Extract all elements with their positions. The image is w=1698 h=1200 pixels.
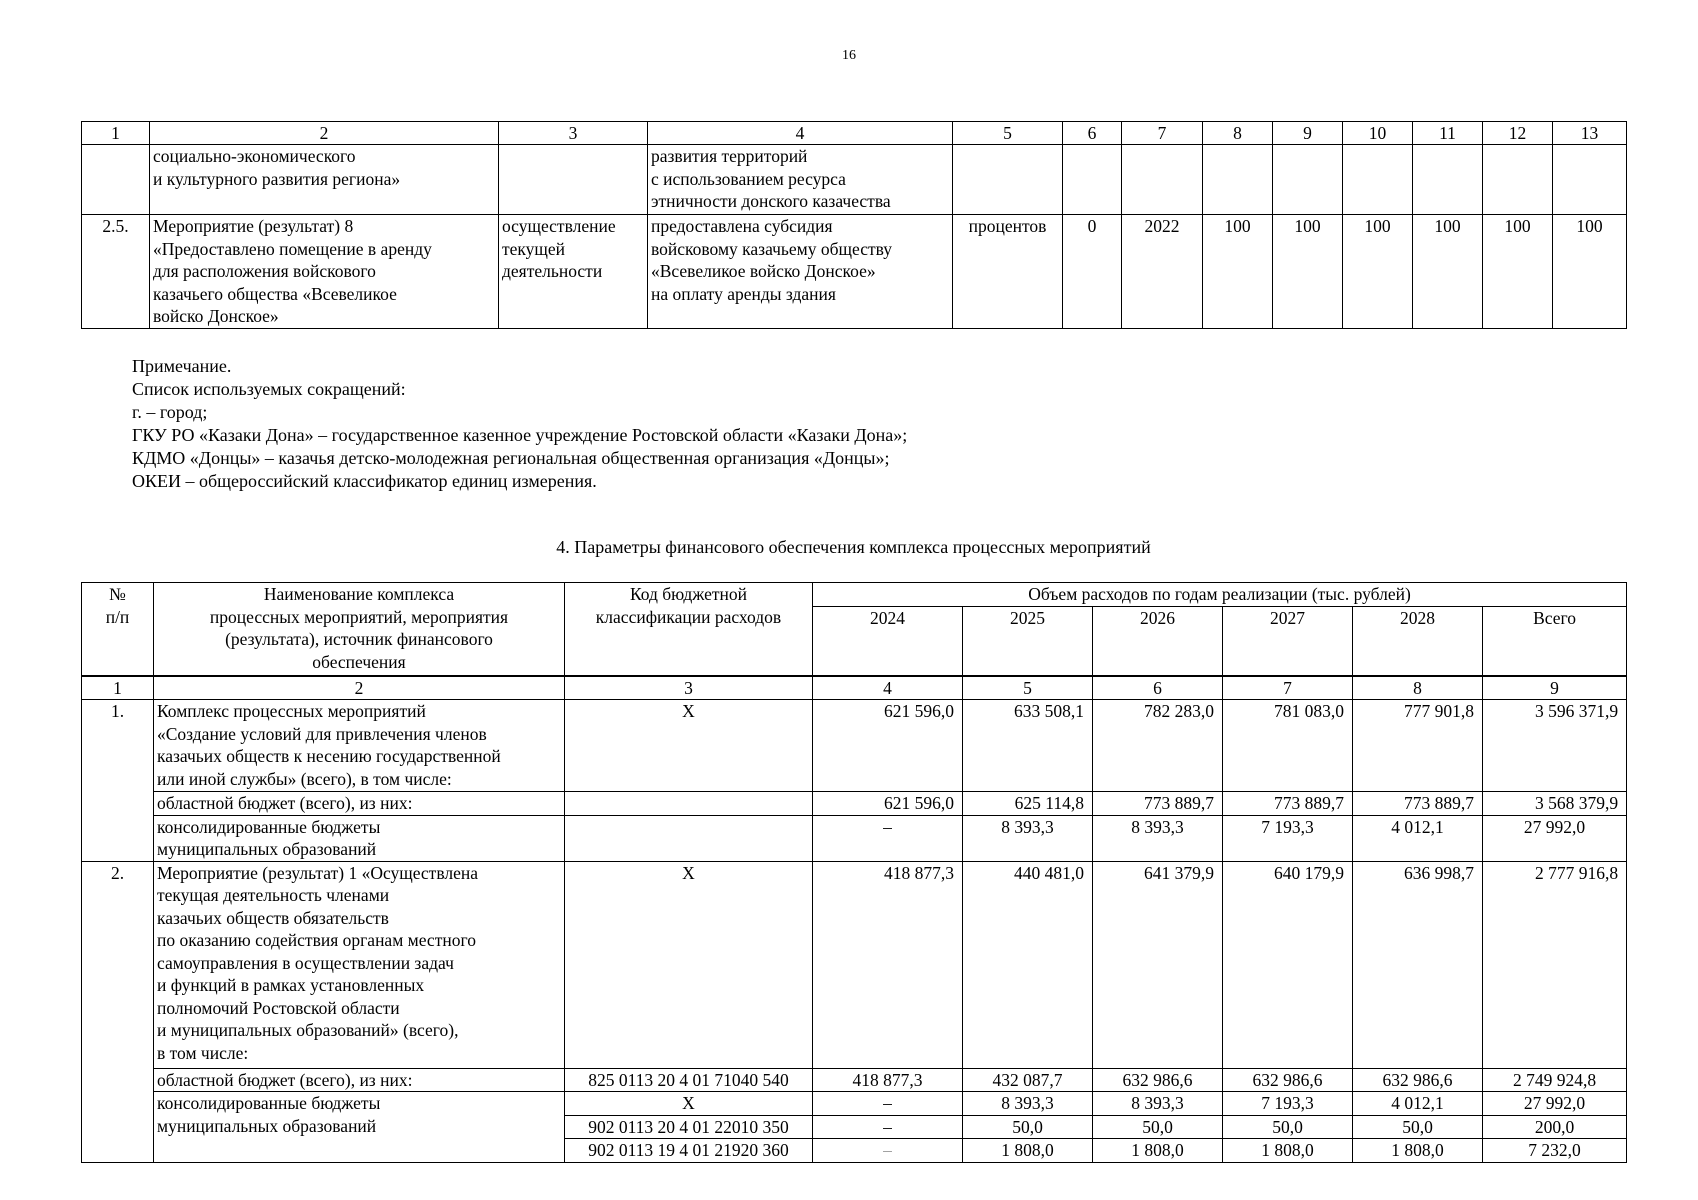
cell-num: 2. (82, 861, 154, 1162)
cell-value: 418 877,3 (813, 1068, 963, 1092)
col-num: 10 (1343, 122, 1413, 145)
cell-value: 7 193,3 (1223, 1092, 1353, 1116)
col-num: 6 (1063, 122, 1122, 145)
col-num: 7 (1122, 122, 1203, 145)
header-total: Всего (1483, 606, 1627, 676)
header-num: № п/п (82, 583, 154, 677)
cell-name: Мероприятие (результат) 1 «Осуществлена текущая деятельность членами казачьих обществ обязательств по оказанию содействия органам местного самоуправления в осуществлении задач и функций в рамках установленных полномочий Ростовской области и муниципальных образований» (всего), в том числе: (154, 861, 565, 1068)
cell-unit: процентов (953, 215, 1063, 329)
cell-value: 640 179,9 (1223, 861, 1353, 1068)
cell-description: предоставлена субсидия войсковому казачьему обществу «Всевеликое войско Донское» на оплату аренды здания (648, 215, 953, 329)
col-num: 4 (648, 122, 953, 145)
cell-value: 773 889,7 (1223, 792, 1353, 816)
cell-value: 2 777 916,8 (1483, 861, 1627, 1068)
cell-value: 1 808,0 (1223, 1139, 1353, 1163)
column-number-row (82, 676, 1627, 700)
cell-value: 100 (1413, 215, 1483, 329)
table-row (82, 700, 1627, 792)
cell-value: 1 808,0 (1093, 1139, 1223, 1163)
col-num: 12 (1483, 122, 1553, 145)
cell-value: 1 808,0 (1353, 1139, 1483, 1163)
cell-value: 4 012,1 (1353, 1092, 1483, 1116)
table-row (82, 1092, 1627, 1116)
cell-value: 636 998,7 (1353, 861, 1483, 1068)
cell-value: 641 379,9 (1093, 861, 1223, 1068)
cell-value (1483, 145, 1553, 215)
cell-value: 2 749 924,8 (1483, 1068, 1627, 1092)
cell-type (499, 145, 648, 215)
cell-value: 50,0 (963, 1115, 1093, 1139)
col-num: 8 (1203, 122, 1273, 145)
table-row (82, 145, 1627, 215)
col-num: 9 (1483, 676, 1627, 700)
cell-name: консолидированные бюджеты муниципальных образований (154, 815, 565, 861)
cell-value: 632 986,6 (1353, 1068, 1483, 1092)
cell-value: 8 393,3 (1093, 1092, 1223, 1116)
header-volume: Объем расходов по годам реализации (тыс. рублей) (813, 583, 1627, 607)
cell-value: 1 808,0 (963, 1139, 1093, 1163)
cell-unit (953, 145, 1063, 215)
cell-code: 902 0113 19 4 01 21920 360 (565, 1139, 813, 1163)
cell-value: 632 986,6 (1093, 1068, 1223, 1092)
cell-value: – (813, 1092, 963, 1116)
cell-value: 773 889,7 (1353, 792, 1483, 816)
cell-value: 633 508,1 (963, 700, 1093, 792)
cell-value: 621 596,0 (813, 700, 963, 792)
cell-value: 782 283,0 (1093, 700, 1223, 792)
cell-name: Комплекс процессных мероприятий «Создание условий для привлечения членов казачьих обществ к несению государственной или иной службы» (всего), в том числе: (154, 700, 565, 792)
col-num: 9 (1273, 122, 1343, 145)
cell-value: 781 083,0 (1223, 700, 1353, 792)
col-num: 1 (82, 676, 154, 700)
cell-name: Мероприятие (результат) 8 «Предоставлено помещение в аренду для расположения войскового казачьего общества «Всевеликое войско Донское» (150, 215, 499, 329)
cell-value (1413, 145, 1483, 215)
indicators-table-continuation (81, 121, 1627, 329)
header-year: 2026 (1093, 606, 1223, 676)
cell-value: – (813, 815, 963, 861)
col-num: 6 (1093, 676, 1223, 700)
col-num: 7 (1223, 676, 1353, 700)
cell-value (1122, 145, 1203, 215)
cell-value: 50,0 (1223, 1115, 1353, 1139)
abbreviations-note: Примечание. Список используемых сокращений: г. – город; ГКУ РО «Казаки Дона» – государственное казенное учреждение Ростовской области «Казаки Дона»; КДМО «Донцы» – казачья детско-молодежная региональная общественная организация «Донцы»; ОКЕИ – общероссийский классификатор единиц измерения. (132, 356, 908, 491)
cell-value: 100 (1483, 215, 1553, 329)
cell-description: развития территорий с использованием ресурса этничности донского казачества (648, 145, 953, 215)
header-year: 2025 (963, 606, 1093, 676)
col-num: 3 (565, 676, 813, 700)
cell-value (1343, 145, 1413, 215)
cell-code (565, 815, 813, 861)
cell-name: областной бюджет (всего), из них: (154, 1068, 565, 1092)
cell-num: 1. (82, 700, 154, 862)
cell-value: 200,0 (1483, 1115, 1627, 1139)
cell-value: 773 889,7 (1093, 792, 1223, 816)
table-row (82, 792, 1627, 816)
cell-value: 3 596 371,9 (1483, 700, 1627, 792)
page-number: 16 (842, 48, 856, 63)
cell-value: 0 (1063, 215, 1122, 329)
cell-value: 625 114,8 (963, 792, 1093, 816)
header-year: 2027 (1223, 606, 1353, 676)
header-year: 2028 (1353, 606, 1483, 676)
cell-value: 8 393,3 (963, 1092, 1093, 1116)
cell-value: 8 393,3 (963, 815, 1093, 861)
cell-value: 418 877,3 (813, 861, 963, 1068)
cell-value: 632 986,6 (1223, 1068, 1353, 1092)
cell-value: 100 (1273, 215, 1343, 329)
col-num: 13 (1553, 122, 1627, 145)
cell-value: 440 481,0 (963, 861, 1093, 1068)
cell-name: консолидированные бюджеты муниципальных образований (154, 1092, 565, 1163)
cell-value: 50,0 (1093, 1115, 1223, 1139)
cell-value: 100 (1343, 215, 1413, 329)
col-num: 8 (1353, 676, 1483, 700)
cell-num: 2.5. (82, 215, 150, 329)
cell-value: 7 193,3 (1223, 815, 1353, 861)
cell-value: 27 992,0 (1483, 815, 1627, 861)
column-number-row (82, 122, 1627, 145)
col-num: 11 (1413, 122, 1483, 145)
cell-value: 432 087,7 (963, 1068, 1093, 1092)
cell-value (1553, 145, 1627, 215)
header-year: 2024 (813, 606, 963, 676)
cell-value: 50,0 (1353, 1115, 1483, 1139)
cell-value: – (813, 1139, 963, 1163)
header-name: Наименование комплекса процессных мероприятий, мероприятия (результата), источник финансового обеспечения (154, 583, 565, 677)
cell-value (1063, 145, 1122, 215)
col-num: 3 (499, 122, 648, 145)
cell-value: 4 012,1 (1353, 815, 1483, 861)
col-num: 1 (82, 122, 150, 145)
cell-code: X (565, 700, 813, 792)
cell-value: 100 (1553, 215, 1627, 329)
cell-value: 777 901,8 (1353, 700, 1483, 792)
section-title: 4. Параметры финансового обеспечения комплекса процессных мероприятий (556, 537, 1151, 557)
cell-value (1273, 145, 1343, 215)
cell-code: X (565, 1092, 813, 1116)
col-num: 4 (813, 676, 963, 700)
cell-value: 27 992,0 (1483, 1092, 1627, 1116)
col-num: 5 (953, 122, 1063, 145)
cell-code: 902 0113 20 4 01 22010 350 (565, 1115, 813, 1139)
financing-table (81, 582, 1627, 1163)
cell-value: 100 (1203, 215, 1273, 329)
cell-value: 2022 (1122, 215, 1203, 329)
cell-num (82, 145, 150, 215)
cell-value: 8 393,3 (1093, 815, 1223, 861)
cell-value: 621 596,0 (813, 792, 963, 816)
table-row (82, 1068, 1627, 1092)
cell-value: 3 568 379,9 (1483, 792, 1627, 816)
cell-value: – (813, 1115, 963, 1139)
table-row (82, 215, 1627, 329)
cell-value (1203, 145, 1273, 215)
table-row (82, 861, 1627, 1068)
cell-code: X (565, 861, 813, 1068)
cell-code (565, 792, 813, 816)
cell-name: областной бюджет (всего), из них: (154, 792, 565, 816)
cell-value: 7 232,0 (1483, 1139, 1627, 1163)
cell-code: 825 0113 20 4 01 71040 540 (565, 1068, 813, 1092)
header-code: Код бюджетной классификации расходов (565, 583, 813, 677)
col-num: 5 (963, 676, 1093, 700)
header-row (82, 583, 1627, 607)
cell-type: осуществление текущей деятельности (499, 215, 648, 329)
col-num: 2 (154, 676, 565, 700)
table-row (82, 815, 1627, 861)
cell-name: социально-экономического и культурного развития региона» (150, 145, 499, 215)
col-num: 2 (150, 122, 499, 145)
